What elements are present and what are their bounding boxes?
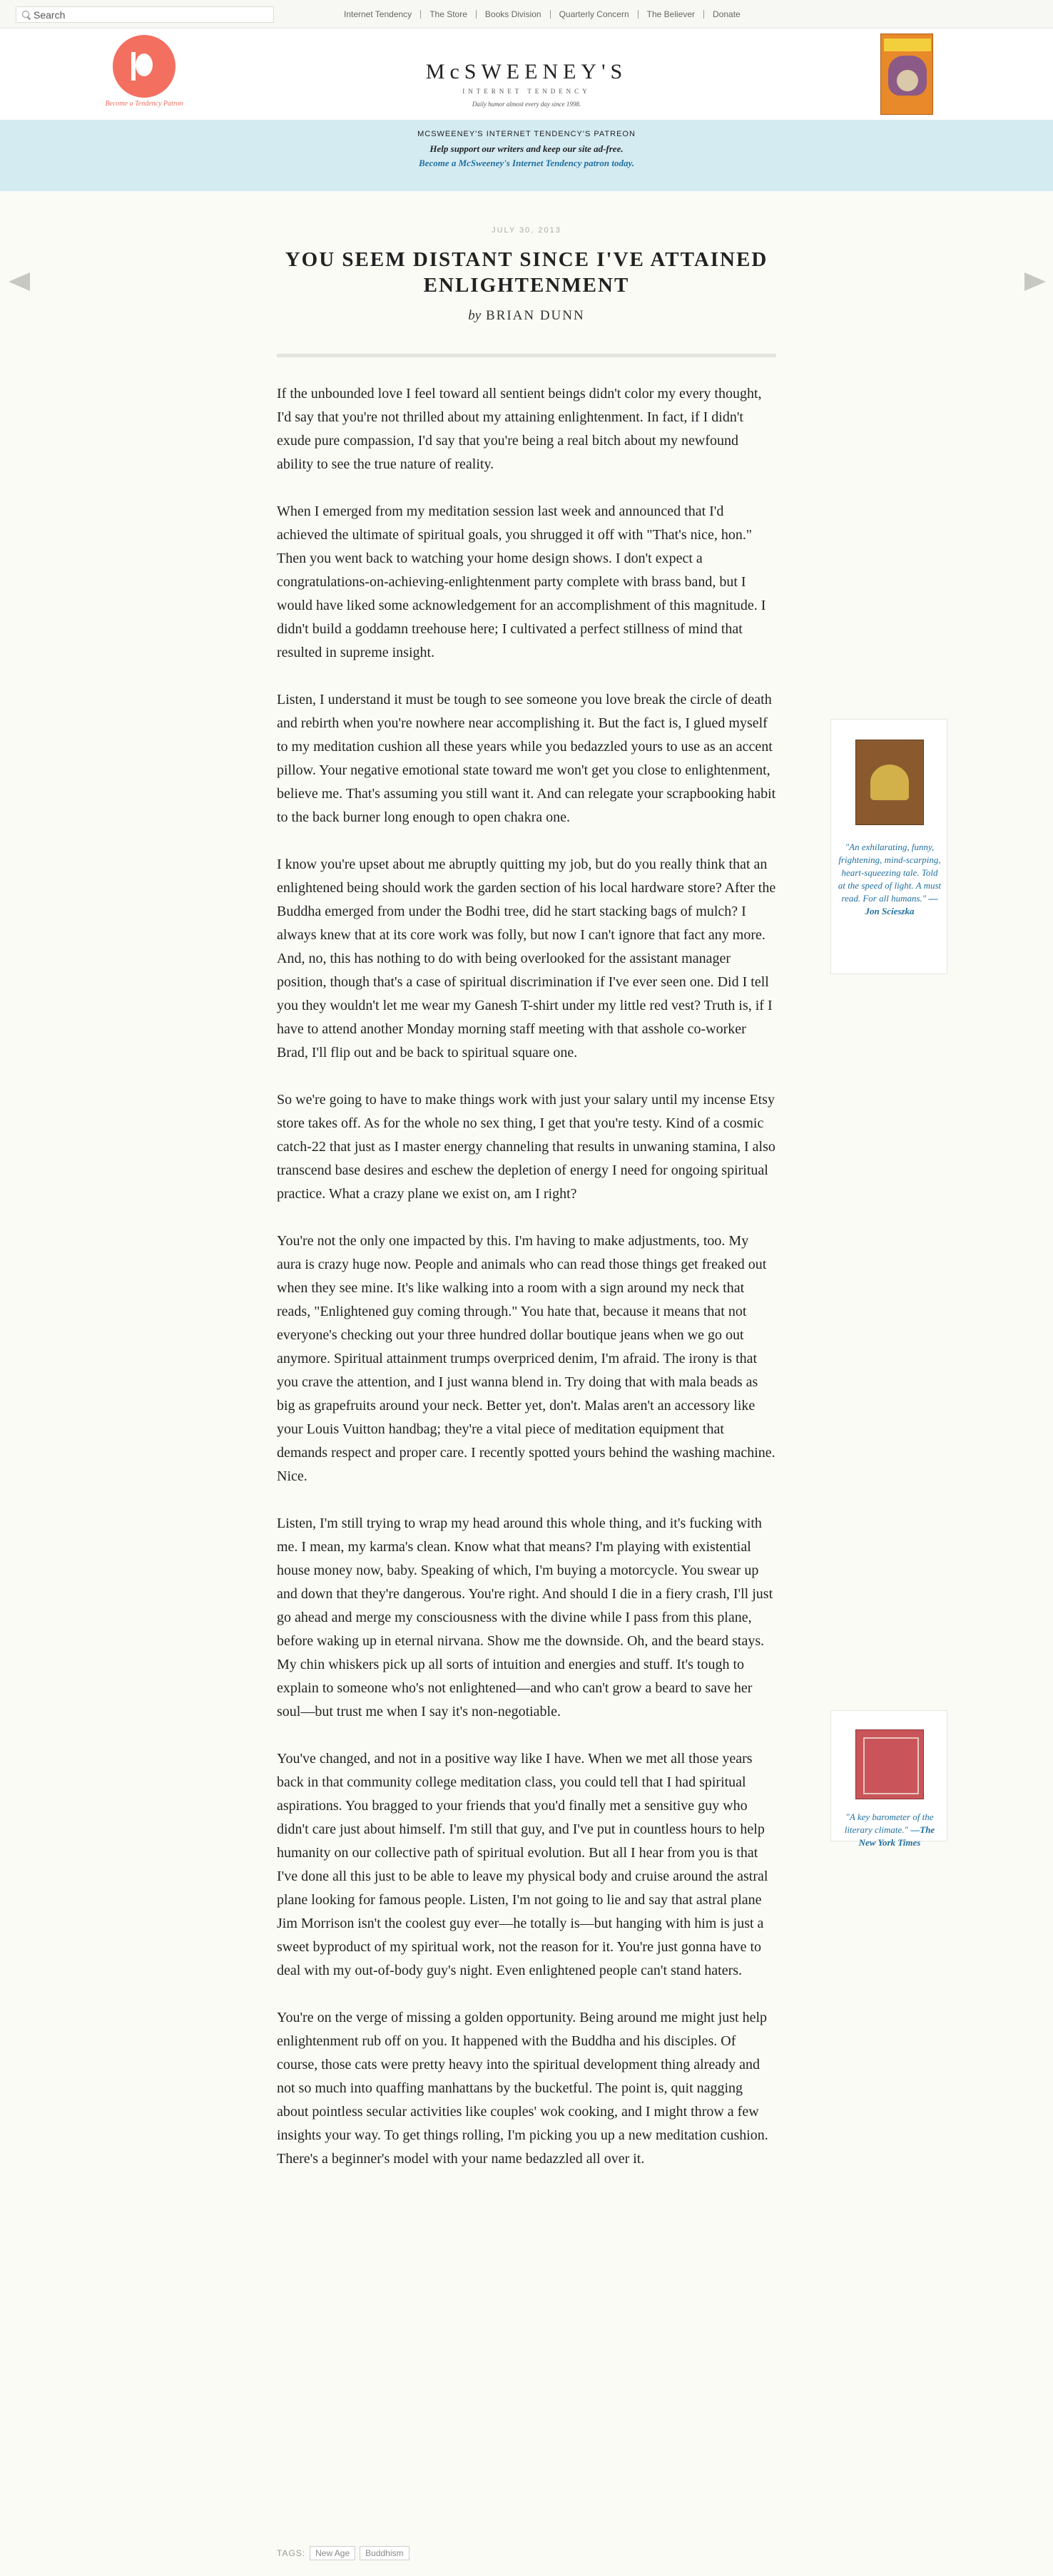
article-date: JULY 30, 2013	[492, 226, 561, 235]
article-author[interactable]: BRIAN DUNN	[485, 308, 585, 323]
quarterly-ad-quote-text: "A key barometer of the literary climate."	[844, 1811, 934, 1835]
patron-band	[0, 120, 1053, 191]
nav-quarterly-concern[interactable]: Quarterly Concern	[550, 10, 638, 19]
book-ad-quote-text: "An exhilarating, funny, frightening, mind-scarping, heart-squeezing tale. Told at the speed of light. A must read. For all humans."	[838, 842, 942, 904]
sidebar-book-ad[interactable]	[830, 719, 947, 974]
quarterly-ad-quote	[837, 1811, 942, 1849]
article-paragraph: If the unbounded love I feel toward all sentient beings didn't color my every thought, I'd say that you're not thrilled about my attaining enlightenment. In fact, if I didn't exude pure compassion, I'd say that you're being a real bitch about my newfound ability to see the true nature of reality.	[277, 386, 762, 472]
book-ad-thumbnail[interactable]	[855, 740, 924, 825]
article-byline	[0, 308, 1053, 324]
book-ad-quote	[837, 841, 942, 918]
nav-donate[interactable]: Donate	[703, 10, 749, 19]
book-cover-title-band	[884, 39, 931, 51]
article-tags	[277, 2546, 414, 2560]
nav-internet-tendency[interactable]: Internet Tendency	[344, 9, 412, 19]
nav-books-division[interactable]: Books Division	[476, 10, 550, 19]
tag-new-age[interactable]: New Age	[310, 2546, 355, 2560]
article-paragraph: You're not the only one impacted by this. I'm having to make adjustments, too. My aura is crazy huge now. People and animals who can read those things get freaked out when they see mine. It's like walking into a room with a sign around my neck that reads, "Enlightened guy coming through." You hate that, because it means that not everyone's checking out your three hundred dollar boutique jeans when we go out anymore. Spiritual attainment trumps overpriced denim, I'm afraid. The irony is that you crave the attention, and I just wanna blend in. Try doing that with mala beads as big as grapefruits around your neck. Better yet, don't. Malas aren't an accessory like your Louis Vuitton handbag; they're a vital piece of meditation equipment that demands respect and proper care. I recently spotted yours behind the washing machine. Nice.	[277, 1233, 775, 1484]
quarterly-ad-thumbnail[interactable]	[855, 1729, 924, 1799]
site-tagline: Daily humor almost every day since 1998.	[472, 101, 581, 108]
search-input[interactable]	[34, 9, 262, 21]
article-paragraph: You've changed, and not in a positive way like I have. When we met all those years back in that community college meditation class, you could tell that I had spiritual aspirations. You bragged to your friends that you'd finally met a sensitive guy who didn't care just about himself. I'm still that guy, and I've put in countless hours to help humanity on our collective path of spiritual evolution. But all I hear from you is that I've done all this just to be able to leave my physical body and cruise around the astral plane looking for famous people. Listen, I'm not going to lie and say that astral plane Jim Morrison isn't the coolest guy ever—he totally is—but hanging with him is just a sweet byproduct of my spiritual work, not the reason for it. You're just gonna have to deal with my out-of-body guy's night. Even enlightened people can't stand haters.	[277, 1751, 768, 1978]
patron-band-heading: MCSWEENEY'S INTERNET TENDENCY'S PATREON	[417, 130, 636, 138]
article-paragraph: So we're going to have to make things work with just your salary until my incense Etsy store takes off. As for the whole no sex thing, I get that you're testy. Kind of a cosmic catch-22 that just as I master energy channeling that results in unwaning stamina, I also transcend base desires and eschew the depletion of energy I need for ongoing spiritual practice. What a crazy plane we exist on, am I right?	[277, 1092, 775, 1202]
nav-the-store[interactable]: The Store	[420, 10, 476, 19]
article-paragraph: I know you're upset about me abruptly quitting my job, but do you really think that an enlightened being should work the garden section of his local hardware store? After the Buddha emerged from under the Bodhi tree, did he start stacking bags of mulch? I always knew that at its core work was folly, but now I can't ignore that fact any more. And, no, this has nothing to do with being overlooked for the assistant manager position, though that's a case of spiritual discrimination if I've ever seen one. Did I tell you they wouldn't let me wear my Ganesh T-shirt under my little red vest? Truth is, if I have to attend another Monday morning staff meeting with that asshole co-worker Brad, I'll flip out and be back to spiritual square one.	[277, 857, 776, 1060]
byline-by: by	[468, 308, 482, 323]
search-icon	[22, 11, 31, 19]
title-divider	[277, 354, 776, 357]
sidebar-quarterly-ad[interactable]	[830, 1710, 947, 1848]
article-paragraph: You're on the verge of missing a golden opportunity. Being around me might just help enlightenment rub off on you. It happened with the Buddha and his disciples. Of course, those cats were pretty heavy into the spiritual development thing already and not so much into quaffing manhattans by the bucketful. The point is, quit nagging about pointless secular activities like couples' wok cooking, and I might throw a few insights your way. To get things rolling, I'm picking you up a new meditation cushion. There's a beginner's model with your name bedazzled all over it.	[277, 2010, 768, 2167]
article-title: YOU SEEM DISTANT SINCE I'VE ATTAINED ENLIGHTENMENT	[285, 248, 768, 297]
patron-band-link[interactable]: Become a McSweeney's Internet Tendency patron today.	[419, 158, 634, 168]
book-cover-art-face	[897, 70, 918, 91]
patreon-caption[interactable]: Become a Tendency Patron	[105, 100, 183, 108]
featured-book-cover[interactable]	[880, 34, 933, 115]
site-header	[0, 29, 1053, 120]
search-box[interactable]	[16, 6, 274, 23]
book-ad-attribution: —Jon Scieszka	[865, 893, 938, 916]
tags-label: TAGS:	[277, 2548, 306, 2558]
tag-buddhism[interactable]: Buddhism	[360, 2546, 409, 2560]
article-paragraph: When I emerged from my meditation session last week and announced that I'd achieved the ultimate of spiritual goals, you shrugged it off with "That's nice, hon." Then you went back to watching your home design shows. I don't expect a congratulations-on-achieving-enlightenment party complete with brass band, but I would have liked some acknowledgement for an accomplishment of this magnitude. I didn't build a goddamn treehouse here; I cultivated a perfect stillness of mind that resulted in supreme insight.	[277, 504, 766, 660]
article-paragraph: Listen, I understand it must be tough to see someone you love break the circle of death and rebirth when you're nowhere near accomplishing it. But the fact is, I glued myself to my meditation cushion all these years while you bedazzled yours to use as an accent pillow. Your negative emotional state toward me won't get you close to enlightenment, believe me. That's assuming you still want it. And can relegate your scrapbooking habit to the back burner long enough to open chakra one.	[277, 692, 776, 825]
nav-the-believer[interactable]: The Believer	[638, 10, 703, 19]
next-article-arrow-icon[interactable]	[1024, 272, 1046, 291]
previous-article-arrow-icon[interactable]	[9, 272, 30, 291]
top-bar	[0, 0, 1053, 29]
patron-band-support: Help support our writers and keep our site ad-free.	[429, 143, 624, 154]
quarterly-ad-attribution: —The New York Times	[858, 1824, 935, 1848]
top-nav	[335, 0, 749, 29]
article-paragraph: Listen, I'm still trying to wrap my head around this whole thing, and it's fucking with me. I mean, my karma's clean. Know what that means? I'm playing with existential house money now, baby. Speaking of which, I'm buying a motorcycle. You swear up and down that they're dangerous. You're right. And should I die in a fiery crash, I'll just go ahead and merge my consciousness with the divine while I pass from this plane, before waking up in eternal nirvana. Show me the downside. Oh, and the beard stays. My chin whiskers pick up all sorts of intuition and energies and stuff. It's tough to explain to someone who's not enlightened—and who can't grow a beard to save her soul—but trust me when I say it's non-negotiable.	[277, 1516, 773, 1719]
article-body	[277, 382, 776, 2194]
site-subtitle: INTERNET TENDENCY	[462, 88, 591, 95]
site-wordmark[interactable]: McSWEENEY'S	[425, 60, 628, 83]
